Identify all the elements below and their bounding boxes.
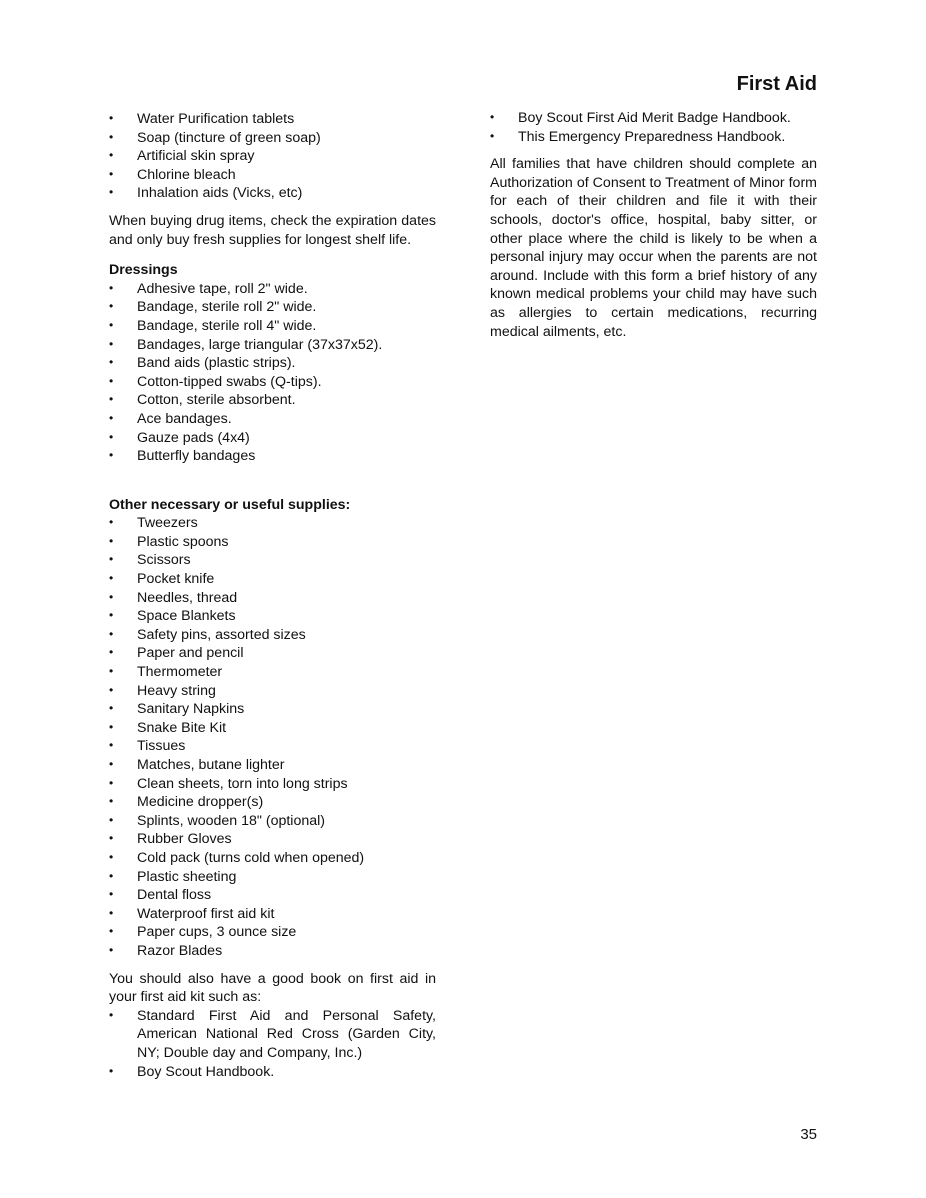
list-item: • Standard First Aid and Personal Safety, American National Red Cross (Garden City, NY; Double day and Company, Inc.) bbox=[109, 1007, 436, 1063]
list-item: • Boy Scout Handbook. bbox=[109, 1063, 436, 1082]
list-item: • Gauze pads (4x4) bbox=[109, 429, 436, 448]
list-item: • Clean sheets, torn into long strips bbox=[109, 775, 436, 794]
list-item: • Plastic sheeting bbox=[109, 868, 436, 887]
books-list bbox=[109, 1007, 436, 1081]
list-item: • Safety pins, assorted sizes bbox=[109, 626, 436, 645]
list-item: • Dental floss bbox=[109, 886, 436, 905]
list-item: • Needles, thread bbox=[109, 589, 436, 608]
list-item: • Adhesive tape, roll 2" wide. bbox=[109, 280, 436, 299]
list-item: • Pocket knife bbox=[109, 570, 436, 589]
list-item: • Sanitary Napkins bbox=[109, 700, 436, 719]
list-item: • Inhalation aids (Vicks, etc) bbox=[109, 184, 436, 203]
list-item: • Bandage, sterile roll 4" wide. bbox=[109, 317, 436, 336]
list-item: • Ace bandages. bbox=[109, 410, 436, 429]
list-item: • Rubber Gloves bbox=[109, 830, 436, 849]
list-item: • Bandage, sterile roll 2" wide. bbox=[109, 298, 436, 317]
page-title: First Aid bbox=[736, 73, 817, 95]
dressings-list bbox=[109, 280, 436, 466]
page-number: 35 bbox=[800, 1126, 817, 1143]
list-item: • Water Purification tablets bbox=[109, 110, 436, 129]
list-item: • Medicine dropper(s) bbox=[109, 793, 436, 812]
list-item: • Snake Bite Kit bbox=[109, 719, 436, 738]
list-item: • This Emergency Preparedness Handbook. bbox=[490, 128, 817, 147]
list-item: • Plastic spoons bbox=[109, 533, 436, 552]
consent-note-paragraph: All families that have children should complete an Authorization of Consent to Treatment of Minor form for each of their children and file it with their schools, doctor's office, hospital, baby sitter, or other place where the child is likely to be when a personal injury may occur when the parents are not around. Include with this form a brief history of any known medical problems your child may have such as allergies to certain medications, recurring medical ailments, etc. bbox=[490, 156, 817, 340]
list-item: • Artificial skin spray bbox=[109, 147, 436, 166]
list-item: • Cotton, sterile absorbent. bbox=[109, 391, 436, 410]
list-item: • Splints, wooden 18" (optional) bbox=[109, 812, 436, 831]
list-item: • Butterfly bandages bbox=[109, 447, 436, 466]
books-list-continued bbox=[490, 109, 817, 146]
list-item: • Cotton-tipped swabs (Q-tips). bbox=[109, 373, 436, 392]
list-item: • Band aids (plastic strips). bbox=[109, 354, 436, 373]
list-item: • Matches, butane lighter bbox=[109, 756, 436, 775]
list-item: • Chlorine bleach bbox=[109, 166, 436, 185]
dressings-heading: Dressings bbox=[109, 262, 178, 279]
list-item: • Thermometer bbox=[109, 663, 436, 682]
list-item: • Tissues bbox=[109, 737, 436, 756]
list-item: • Heavy string bbox=[109, 682, 436, 701]
list-item: • Paper cups, 3 ounce size bbox=[109, 923, 436, 942]
list-item: • Scissors bbox=[109, 551, 436, 570]
list-item: • Cold pack (turns cold when opened) bbox=[109, 849, 436, 868]
list-item: • Bandages, large triangular (37x37x52). bbox=[109, 336, 436, 355]
list-item: • Tweezers bbox=[109, 514, 436, 533]
book-note-paragraph: You should also have a good book on first aid in your first aid kit such as: bbox=[109, 970, 436, 1006]
right-column bbox=[490, 109, 817, 341]
supplies-list bbox=[109, 110, 436, 203]
drug-note-paragraph: When buying drug items, check the expiration dates and only buy fresh supplies for longest shelf life. bbox=[109, 212, 436, 248]
list-item: • Razor Blades bbox=[109, 942, 436, 961]
list-item: • Space Blankets bbox=[109, 607, 436, 626]
other-supplies-heading: Other necessary or useful supplies: bbox=[109, 496, 351, 513]
list-item: • Paper and pencil bbox=[109, 644, 436, 663]
list-item: • Waterproof first aid kit bbox=[109, 905, 436, 924]
list-item: • Soap (tincture of green soap) bbox=[109, 129, 436, 148]
other-supplies-list bbox=[109, 514, 436, 960]
left-column bbox=[109, 110, 436, 1081]
list-item: • Boy Scout First Aid Merit Badge Handbook. bbox=[490, 109, 817, 128]
